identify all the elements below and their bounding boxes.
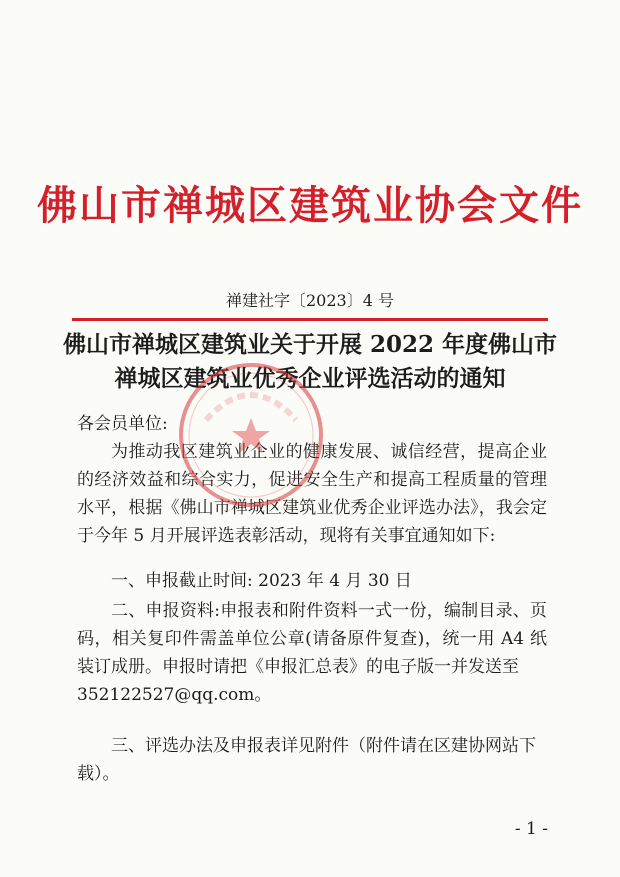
notice-title (60, 328, 560, 396)
page-number: - 1 - (514, 819, 548, 839)
contact-email: 352122527@qq.com。 (77, 685, 272, 705)
red-divider-rule (72, 318, 548, 321)
item-materials (77, 597, 547, 709)
notice-title-line-2: 禅城区建筑业优秀企业评选活动的通知 (114, 365, 506, 392)
item-materials-text: 二、申报资料:申报表和附件资料一式一份，编制目录、页码，相关复印件需盖单位公章(请备原件复查)，统一用 A4 纸装订成册。申报时请把《申报汇总表》的电子版一并发送至 (77, 601, 547, 677)
org-header-title: 佛山市禅城区建筑业协会文件 (37, 182, 583, 229)
paragraph-intro-text: 为推动我区建筑业企业的健康发展、诚信经营，提高企业的经济效益和综合实力，促进安全生产和提高工程质量的管理水平，根据《佛山市禅城区建筑业优秀企业评选办法》，我会定于今年 5 月开展评选表彰活动，现将有关事宜通知如下: (77, 442, 547, 546)
document-number: 禅建社字〔2023〕4 号 (226, 291, 394, 310)
item-attachments: 三、评选办法及申报表详见附件（附件请在区建协网站下载）。 (77, 736, 536, 784)
paragraph-intro (77, 438, 547, 550)
item-deadline: 一、申报截止时间: 2023 年 4 月 30 日 (111, 571, 412, 591)
salutation: 各会员单位: (77, 414, 168, 434)
notice-title-line-1: 佛山市禅城区建筑业关于开展 2022 年度佛山市 (62, 331, 558, 358)
